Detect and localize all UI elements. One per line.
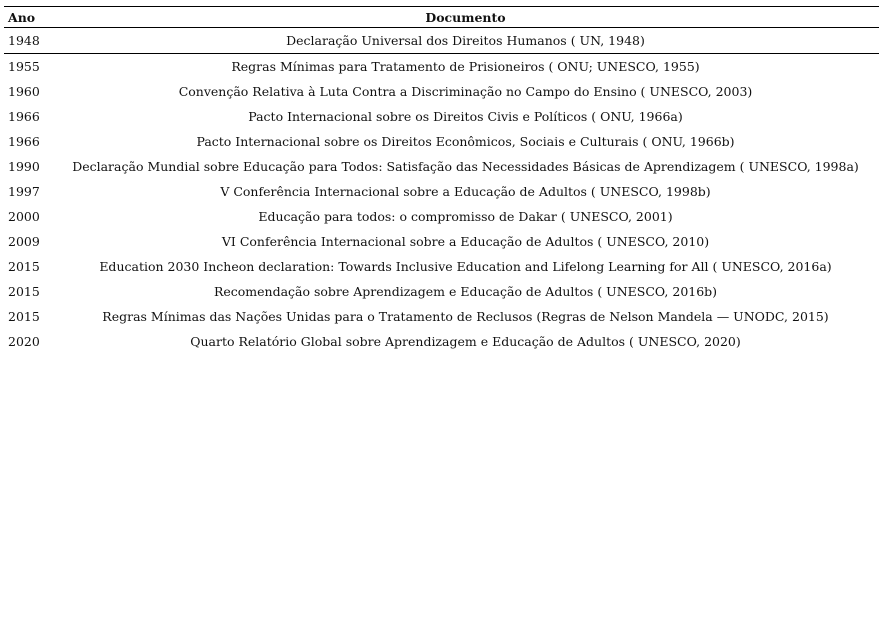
row-document: Education 2030 Incheon declaration: Towards Inclusive Education and Lifelong Learning for All ( UNESCO, 2016a) — [99, 259, 832, 274]
row-document: Quarto Relatório Global sobre Aprendizagem e Educação de Adultos ( UNESCO, 2020) — [190, 334, 741, 349]
row-year: 1997 — [8, 184, 40, 199]
row-document: V Conferência Internacional sobre a Educação de Adultos ( UNESCO, 1998b) — [220, 184, 711, 199]
table-row — [4, 229, 879, 254]
table-row — [4, 279, 879, 304]
row-document: Declaração Universal dos Direitos Humanos ( UN, 1948) — [286, 33, 645, 48]
row-year: 1966 — [8, 134, 40, 149]
table-row — [4, 179, 879, 204]
row-document: Regras Mínimas das Nações Unidas para o Tratamento de Reclusos (Regras de Nelson Mandela — UNODC, 2015) — [102, 309, 829, 324]
row-year: 1966 — [8, 109, 40, 124]
row-year: 1948 — [8, 33, 40, 48]
row-year: 2009 — [8, 234, 40, 249]
row-document: Declaração Mundial sobre Educação para Todos: Satisfação das Necessidades Básicas de Aprendizagem ( UNESCO, 1998a) — [72, 159, 859, 174]
table-row — [4, 304, 879, 329]
row-document: VI Conferência Internacional sobre a Educação de Adultos ( UNESCO, 2010) — [221, 234, 710, 249]
table-row — [4, 254, 879, 279]
documents-table — [4, 6, 879, 354]
row-year: 2015 — [8, 259, 40, 274]
header-document: Documento — [425, 9, 506, 25]
row-year: 2015 — [8, 284, 40, 299]
row-document: Pacto Internacional sobre os Direitos Civis e Políticos ( ONU, 1966a) — [248, 109, 683, 124]
row-document: Pacto Internacional sobre os Direitos Econômicos, Sociais e Culturais ( ONU, 1966b) — [196, 134, 735, 149]
row-document: Convenção Relativa à Luta Contra a Discriminação no Campo do Ensino ( UNESCO, 2003) — [178, 84, 753, 99]
table-row — [4, 28, 879, 54]
table-header-row — [4, 7, 879, 28]
row-year: 1955 — [8, 59, 40, 74]
table-row — [4, 129, 879, 154]
table-row — [4, 204, 879, 229]
table-row — [4, 54, 879, 80]
table-row — [4, 104, 879, 129]
row-document: Regras Mínimas para Tratamento de Prisioneiros ( ONU; UNESCO, 1955) — [231, 59, 700, 74]
row-year: 2015 — [8, 309, 40, 324]
table-row — [4, 154, 879, 179]
row-year: 2000 — [8, 209, 40, 224]
header-year: Ano — [8, 9, 36, 25]
row-year: 2020 — [8, 334, 40, 349]
row-year: 1960 — [8, 84, 40, 99]
row-year: 1990 — [8, 159, 40, 174]
row-document: Recomendação sobre Aprendizagem e Educação de Adultos ( UNESCO, 2016b) — [213, 284, 718, 299]
table-row — [4, 79, 879, 104]
row-document: Educação para todos: o compromisso de Dakar ( UNESCO, 2001) — [258, 209, 673, 224]
table-row — [4, 329, 879, 354]
